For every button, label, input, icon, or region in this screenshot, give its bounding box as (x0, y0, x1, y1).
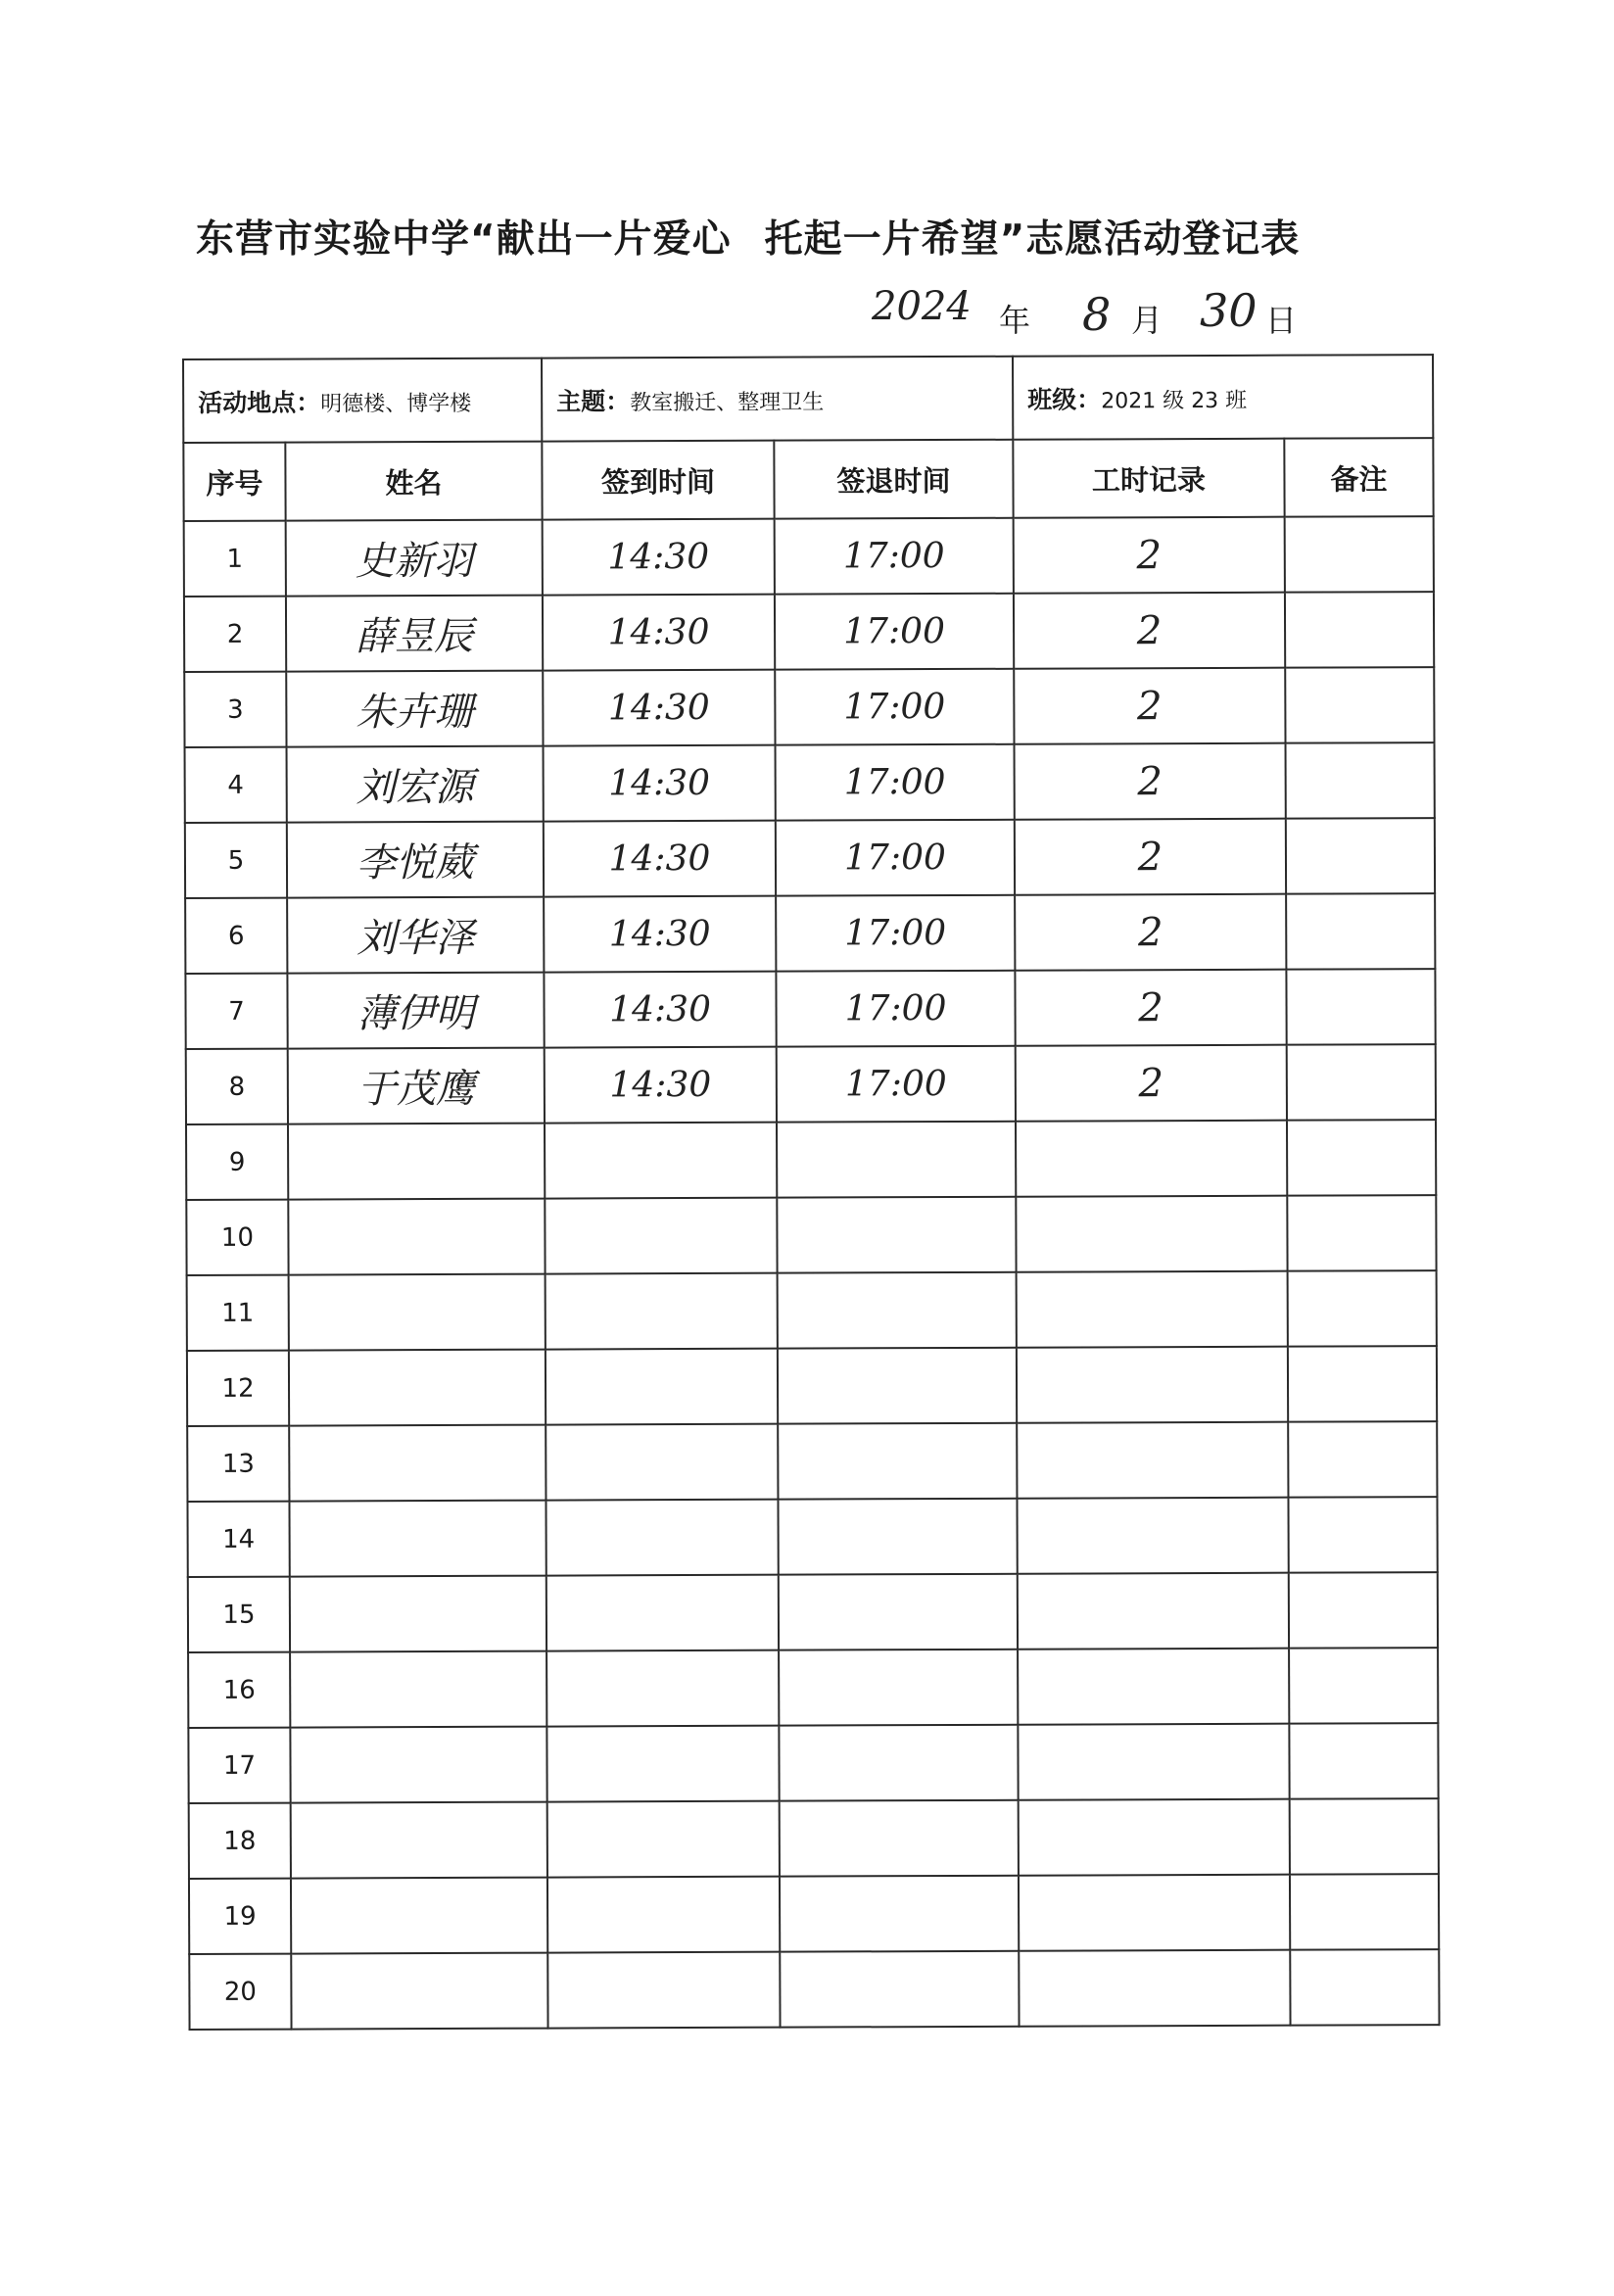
table-row (188, 1723, 1438, 1803)
location-cell (183, 359, 542, 443)
note-cell (1290, 1798, 1439, 1875)
volunteer-name: 李悦葳 (287, 822, 544, 898)
sign-out-time (779, 1650, 1018, 1726)
hours-record (1018, 1573, 1289, 1650)
row-index: 15 (188, 1577, 290, 1652)
sign-in-time (545, 1198, 777, 1274)
sign-in-time (547, 1877, 780, 1953)
row-index: 16 (188, 1652, 290, 1728)
theme-cell (542, 357, 1013, 442)
sign-in-time (546, 1273, 778, 1350)
volunteer-name (290, 1576, 546, 1652)
note-cell (1289, 1572, 1438, 1649)
table-row (187, 1270, 1437, 1351)
note-cell (1285, 667, 1434, 743)
volunteer-name (288, 1124, 545, 1200)
hours-record: 2 (1015, 743, 1286, 820)
sign-in-time (547, 1952, 780, 2029)
table-row (185, 969, 1435, 1049)
hours-record (1019, 1875, 1290, 1951)
table-row (185, 893, 1435, 974)
volunteer-name: 薄伊明 (287, 973, 544, 1049)
sign-in-time: 14:30 (544, 745, 776, 822)
volunteer-name (291, 1878, 547, 1954)
row-index: 2 (184, 597, 286, 672)
sign-in-time: 14:30 (545, 1047, 777, 1124)
row-index: 10 (186, 1200, 288, 1275)
row-index: 14 (187, 1502, 289, 1577)
table-row (189, 1949, 1439, 2030)
sign-out-time (778, 1348, 1017, 1424)
note-cell (1286, 969, 1435, 1045)
sign-in-time: 14:30 (544, 896, 776, 973)
hours-record: 2 (1016, 1045, 1287, 1122)
volunteer-name (289, 1350, 546, 1426)
info-row (183, 355, 1433, 443)
row-index: 9 (186, 1124, 288, 1200)
hours-record: 2 (1014, 668, 1285, 744)
sign-out-time (780, 1876, 1019, 1952)
sign-in-time: 14:30 (543, 595, 775, 671)
row-index: 11 (187, 1275, 289, 1351)
header-name: 姓名 (285, 442, 542, 521)
table-row (185, 818, 1435, 898)
note-cell (1288, 1270, 1437, 1347)
date-day: 30 (1200, 284, 1258, 337)
title-part-2: 托起一片希望”志愿活动登记表 (764, 217, 1301, 262)
sign-out-time (779, 1725, 1018, 1801)
volunteer-name: 朱卉珊 (286, 671, 543, 747)
sign-out-time (778, 1272, 1017, 1349)
note-cell (1289, 1648, 1438, 1724)
note-cell (1285, 592, 1434, 668)
sign-out-time (780, 1800, 1019, 1877)
sign-in-time: 14:30 (543, 519, 775, 596)
note-cell (1287, 1120, 1436, 1196)
sign-in-time (546, 1726, 779, 1802)
row-index: 6 (185, 898, 287, 974)
sign-in-time: 14:30 (544, 821, 776, 897)
sign-out-time (777, 1197, 1016, 1273)
hours-record (1017, 1422, 1288, 1499)
date-line (0, 284, 1614, 353)
note-cell (1287, 1044, 1436, 1121)
row-index: 19 (189, 1879, 291, 1954)
sign-out-time: 17:00 (775, 669, 1014, 745)
table-row (185, 742, 1435, 823)
location-value: 明德楼、博学楼 (320, 391, 472, 416)
class-cell (1013, 355, 1433, 440)
location-label: 活动地点： (198, 387, 321, 417)
row-index: 18 (189, 1803, 291, 1879)
row-index: 7 (185, 974, 287, 1049)
registration-table (182, 354, 1441, 2031)
table-row (184, 667, 1434, 747)
note-cell (1290, 1949, 1439, 2026)
table-row (187, 1421, 1437, 1502)
hours-record (1019, 1950, 1290, 2027)
sign-out-time: 17:00 (775, 518, 1014, 595)
hours-record: 2 (1015, 894, 1286, 971)
sign-in-time (547, 1801, 780, 1878)
theme-label: 主题： (556, 386, 631, 416)
sign-out-time: 17:00 (776, 895, 1015, 972)
volunteer-name (289, 1274, 546, 1351)
table-row (188, 1648, 1438, 1728)
volunteer-name (290, 1651, 546, 1728)
hours-record (1018, 1724, 1289, 1800)
row-index: 17 (188, 1728, 290, 1803)
class-label: 班级： (1027, 384, 1102, 414)
note-cell (1290, 1874, 1439, 1950)
volunteer-name: 刘华泽 (287, 897, 544, 974)
volunteer-name (289, 1501, 546, 1577)
table-row (186, 1044, 1436, 1124)
sign-in-time: 14:30 (543, 670, 775, 746)
theme-value: 教室搬迁、整理卫生 (630, 389, 825, 415)
sign-out-time (780, 1951, 1019, 2028)
hours-record (1017, 1498, 1288, 1574)
sign-out-time (778, 1499, 1017, 1575)
note-cell (1289, 1723, 1438, 1799)
note-cell (1286, 742, 1435, 819)
table-row (186, 1195, 1436, 1275)
header-row (183, 438, 1433, 521)
table-row (184, 516, 1434, 597)
header-sign-in: 签到时间 (542, 441, 774, 520)
row-index: 3 (184, 672, 286, 747)
hours-record (1016, 1196, 1287, 1272)
date-year: 2024 (872, 284, 972, 329)
header-note: 备注 (1284, 438, 1433, 517)
date-month-label: 月 (1131, 302, 1163, 339)
hours-record (1019, 1799, 1290, 1876)
table-row (189, 1798, 1439, 1879)
title-part-1: 东营市实验中学“献出一片爱心 (196, 217, 732, 262)
note-cell (1288, 1346, 1437, 1422)
note-cell (1288, 1497, 1437, 1573)
row-index: 4 (185, 747, 287, 823)
row-index: 8 (186, 1049, 288, 1124)
note-cell (1287, 1195, 1436, 1271)
sign-in-time (546, 1500, 778, 1576)
sign-out-time (777, 1122, 1016, 1198)
row-index: 1 (184, 521, 286, 597)
volunteer-name (291, 1953, 547, 2030)
hours-record: 2 (1014, 517, 1285, 594)
row-index: 12 (187, 1351, 289, 1426)
volunteer-name (288, 1199, 545, 1275)
hours-record (1017, 1347, 1288, 1423)
sign-in-time: 14:30 (544, 972, 776, 1048)
hours-record: 2 (1015, 970, 1286, 1046)
date-year-label: 年 (999, 302, 1031, 339)
volunteer-name (289, 1425, 546, 1502)
table-row (189, 1874, 1439, 1954)
row-index: 5 (185, 823, 287, 898)
table-row (187, 1497, 1437, 1577)
header-index: 序号 (183, 443, 285, 521)
class-value: 2021 级 23 班 (1101, 388, 1248, 413)
sign-out-time: 17:00 (776, 744, 1015, 821)
note-cell (1286, 818, 1435, 894)
date-month: 8 (1082, 288, 1112, 341)
sign-out-time: 17:00 (777, 1046, 1016, 1123)
sign-in-time (546, 1349, 778, 1425)
table-row (186, 1120, 1436, 1200)
hours-record (1016, 1121, 1287, 1197)
sign-in-time (546, 1575, 779, 1651)
sign-in-time (545, 1123, 777, 1199)
sign-out-time: 17:00 (776, 820, 1015, 896)
hours-record: 2 (1015, 819, 1286, 895)
sign-out-time: 17:00 (775, 594, 1014, 670)
page-title (196, 209, 1430, 263)
header-hours: 工时记录 (1013, 439, 1284, 518)
hours-record (1018, 1649, 1289, 1725)
volunteer-name: 史新羽 (286, 520, 543, 597)
volunteer-name (290, 1727, 546, 1803)
volunteer-name: 于茂鹰 (288, 1048, 545, 1124)
header-sign-out: 签退时间 (774, 440, 1013, 519)
hours-record (1017, 1271, 1288, 1348)
row-index: 20 (189, 1954, 291, 2030)
hours-record: 2 (1014, 593, 1285, 669)
sign-in-time (546, 1424, 778, 1501)
volunteer-name (291, 1802, 547, 1879)
sign-out-time: 17:00 (776, 971, 1015, 1047)
note-cell (1285, 516, 1434, 593)
date-day-label: 日 (1265, 302, 1298, 339)
table-row (187, 1346, 1437, 1426)
table-row (188, 1572, 1438, 1652)
note-cell (1286, 893, 1435, 970)
volunteer-name: 薛昱辰 (286, 596, 543, 672)
note-cell (1288, 1421, 1437, 1498)
volunteer-name: 刘宏源 (287, 746, 544, 823)
sign-out-time (779, 1574, 1018, 1650)
sign-out-time (778, 1423, 1017, 1500)
table-row (184, 592, 1434, 672)
row-index: 13 (187, 1426, 289, 1502)
sign-in-time (546, 1650, 779, 1727)
